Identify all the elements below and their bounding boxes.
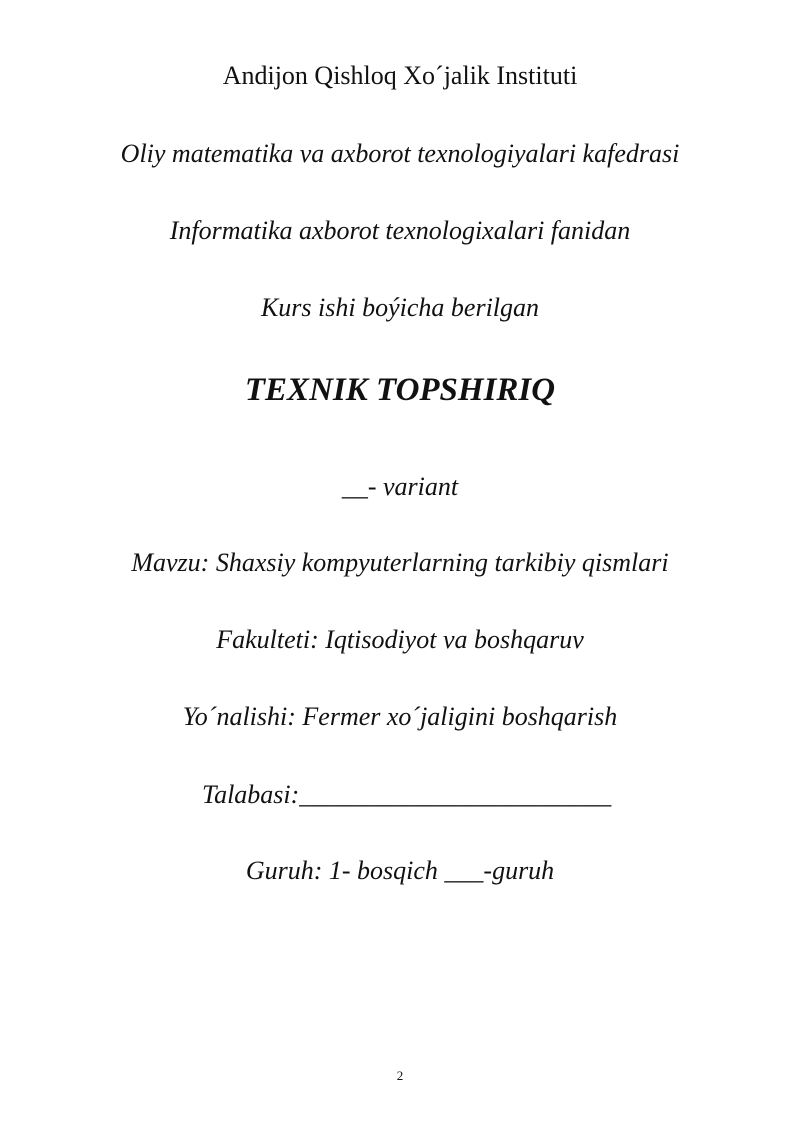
faculty-line: Fakulteti: Iqtisodiyot va boshqaruv <box>216 625 584 654</box>
variant-line: __- variant <box>341 472 459 501</box>
student-line: Talabasi:________________________ <box>202 780 612 809</box>
group-line: Guruh: 1- bosqich ___-guruh <box>245 856 555 885</box>
document-title: TEXNIK TOPSHIRIQ <box>244 372 556 408</box>
page-number: 2 <box>396 1068 404 1083</box>
direction-line: Yo´nalishi: Fermer xo´jaligini boshqarish <box>182 702 618 731</box>
subject-line: Informatika axborot texnologixalari fanidan <box>169 216 631 245</box>
topic-line: Mavzu: Shaxsiy kompyuterlarning tarkibiy qismlari <box>131 548 669 577</box>
institute-name: Andijon Qishloq Xo´jalik Instituti <box>222 61 578 90</box>
department-name: Oliy matematika va axborot texnologiyalari kafedrasi <box>120 139 680 168</box>
course-work-line: Kurs ishi boýicha berilgan <box>260 293 540 322</box>
